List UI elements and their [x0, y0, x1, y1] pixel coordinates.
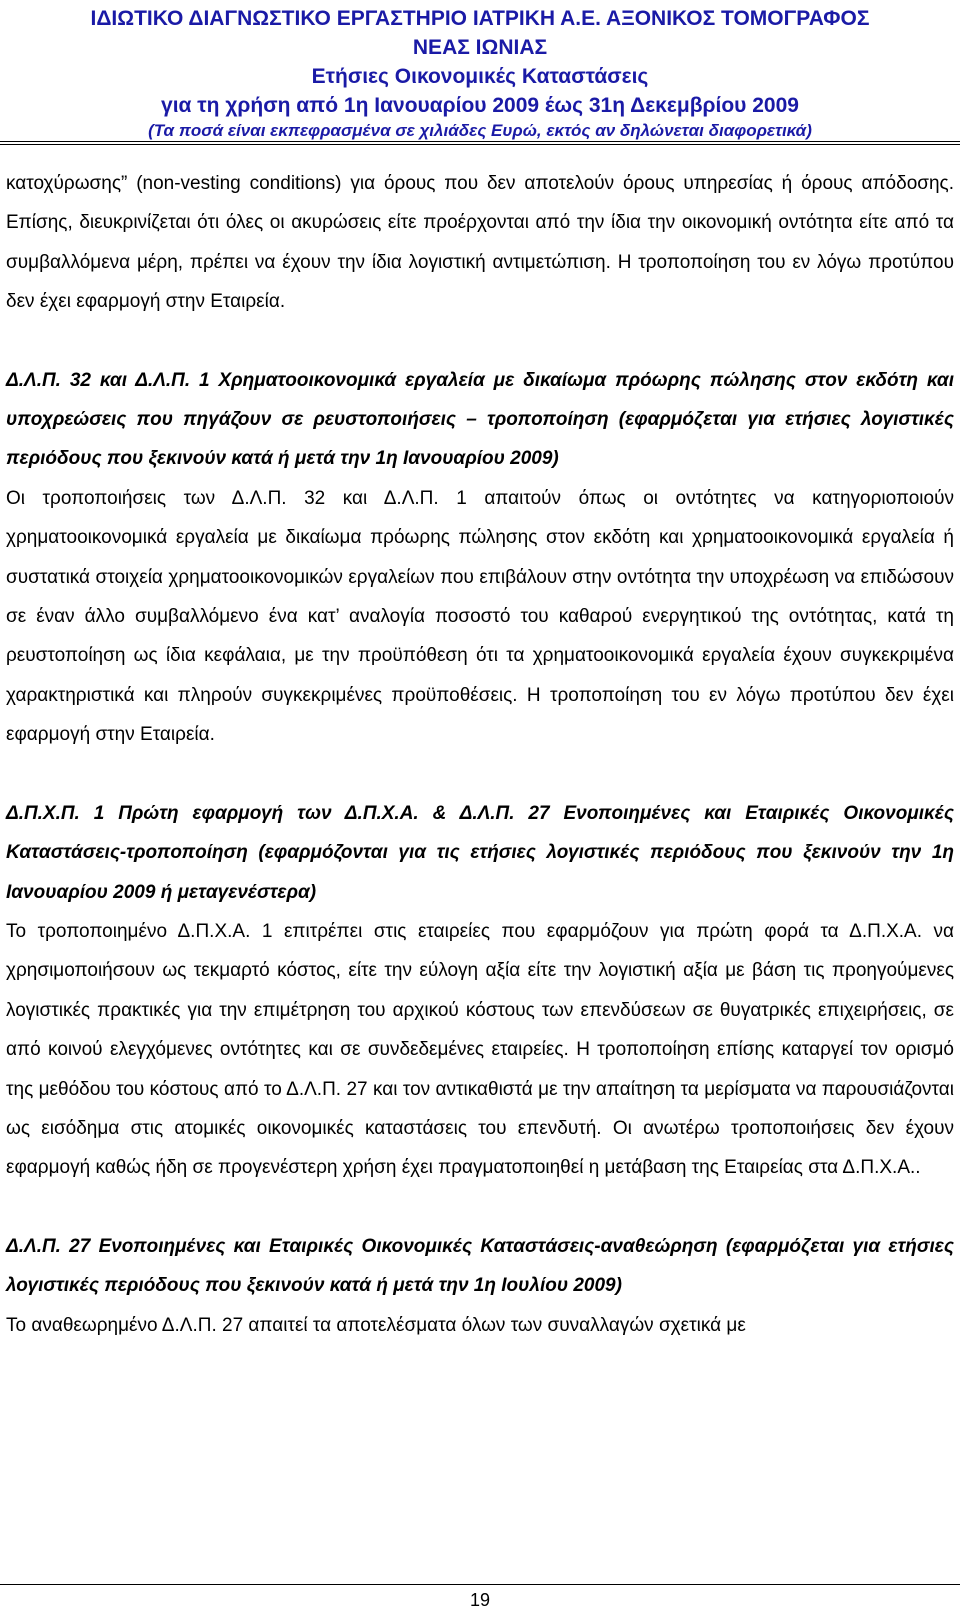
- header-period: για τη χρήση από 1η Ιανουαρίου 2009 έως 31η Δεκεμβρίου 2009: [161, 94, 799, 117]
- section-heading-ias32-ias1: Δ.Λ.Π. 32 και Δ.Λ.Π. 1 Χρηματοοικονομικά εργαλεία με δικαίωμα πρόωρης πώλησης στον εκδότη και υποχρεώσεις που πηγάζουν σε ρευστοποιήσεις – τροποποίηση (εφαρμόζεται για ετήσιες λογιστικές περιόδους που ξεκινούν κατά ή μετά την 1η Ιανουαρίου 2009): [6, 369, 954, 470]
- header-company-location: ΝΕΑΣ ΙΩΝΙΑΣ: [412, 36, 548, 59]
- section-heading-ias27-revised: Δ.Λ.Π. 27 Ενοποιημένες και Εταιρικές Οικονομικές Καταστάσεις-αναθεώρηση (εφαρμόζεται για ετήσιες λογιστικές περιόδους που ξεκινούν κατά ή μετά την 1η Ιουλίου 2009): [6, 1235, 954, 1297]
- header-divider-top: [0, 141, 960, 142]
- page-number: 19: [469, 1590, 491, 1610]
- header-currency-note: (Τα ποσά είναι εκπεφρασμένα σε χιλιάδες Ευρώ, εκτός αν δηλώνεται διαφορετικά): [148, 121, 812, 140]
- paragraph-gap: [6, 1188, 954, 1227]
- paragraph-gap: [6, 322, 954, 361]
- section-heading-ifrs1-ias27: Δ.Π.Χ.Π. 1 Πρώτη εφαρμογή των Δ.Π.Χ.Α. & Δ.Λ.Π. 27 Ενοποιημένες και Εταιρικές Οικονομικές Καταστάσεις-τροποποίηση (εφαρμόζονται για τις ετήσιες λογιστικές περιόδους που ξεκινούν την 1η Ιανουαρίου 2009 ή μεταγενέστερα): [6, 802, 954, 903]
- paragraph-gap: [6, 755, 954, 794]
- page-header: [0, 4, 960, 142]
- footer-divider: [0, 1584, 960, 1585]
- document-body: [6, 164, 954, 1345]
- paragraph-ias32-ias1: Οι τροποποιήσεις των Δ.Λ.Π. 32 και Δ.Λ.Π. 1 απαιτούν όπως οι οντότητες να κατηγοριοποιούν χρηματοοικονομικά εργαλεία με δικαίωμα πρόωρης πώλησης στον εκδότη και χρηματοοικονομικά εργαλεία ή συστατικά στοιχεία χρηματοοικονομικών εργαλείων που επιβάλουν στην οντότητα την υποχρέωση να επιδώσουν σε έναν άλλο συμβαλλόμενο ένα κατ’ αναλογία ποσοστό του καθαρού ενεργητικού της οντότητας, κατά τη ρευστοποίηση ως ίδια κεφάλαια, με την προϋπόθεση ότι τα χρηματοοικονομικά εργαλεία έχουν συγκεκριμένα χαρακτηριστικά και πληρούν συγκεκριμένες προϋποθέσεις. Η τροποποίηση του εν λόγω προτύπου δεν έχει εφαρμογή στην Εταιρεία.: [6, 487, 954, 746]
- paragraph-ifrs1-ias27: Το τροποποιημένο Δ.Π.Χ.Α. 1 επιτρέπει στις εταιρείες που εφαρμόζουν για πρώτη φορά τα Δ.Π.Χ.Α. να χρησιμοποιήσουν ως τεκμαρτό κόστος, είτε την εύλογη αξία είτε την λογιστική αξία με βάση τις προηγούμενες λογιστικές πρακτικές για την επιμέτρηση του αρχικού κόστους των επενδύσεων σε θυγατρικές επιχειρήσεις, σε από κοινού ελεγχόμενες οντότητες και σε συνδεδεμένες εταιρείες. Η τροποποίηση επίσης καταργεί τον ορισμό της μεθόδου του κόστους από το Δ.Λ.Π. 27 και τον αντικαθιστά με την απαίτηση τα μερίσματα να παρουσιάζονται ως εισόδημα στις ατομικές οικονομικές καταστάσεις του επενδυτή. Οι ανωτέρω τροποποιήσεις δεν έχουν εφαρμογή καθώς ήδη σε προγενέστερη χρήση έχει πραγματοποιηθεί η μετάβαση της Εταιρείας στα Δ.Π.Χ.Α..: [6, 920, 954, 1179]
- header-divider-bottom: [0, 144, 960, 145]
- paragraph-non-vesting: κατοχύρωσης” (non-vesting conditions) για όρους που δεν αποτελούν όρους υπηρεσίας ή όρους απόδοσης. Επίσης, διευκρινίζεται ότι όλες οι ακυρώσεις είτε προέρχονται από την ίδια την οικονομική οντότητα είτε από τα συμβαλλόμενα μέρη, πρέπει να έχουν την ίδια λογιστική αντιμετώπιση. Η τροποποίηση του εν λόγω προτύπου δεν έχει εφαρμογή στην Εταιρεία.: [6, 173, 954, 313]
- header-report-title: Ετήσιες Οικονομικές Καταστάσεις: [311, 65, 649, 88]
- header-company-name: ΙΔΙΩΤΙΚΟ ΔΙΑΓΝΩΣΤΙΚΟ ΕΡΓΑΣΤΗΡΙΟ ΙΑΤΡΙΚΗ Α.Ε. ΑΞΟΝΙΚΟΣ ΤΟΜΟΓΡΑΦΟΣ: [90, 7, 870, 30]
- paragraph-ias27-revised: Το αναθεωρημένο Δ.Λ.Π. 27 απαιτεί τα αποτελέσματα όλων των συναλλαγών σχετικά με: [6, 1314, 746, 1336]
